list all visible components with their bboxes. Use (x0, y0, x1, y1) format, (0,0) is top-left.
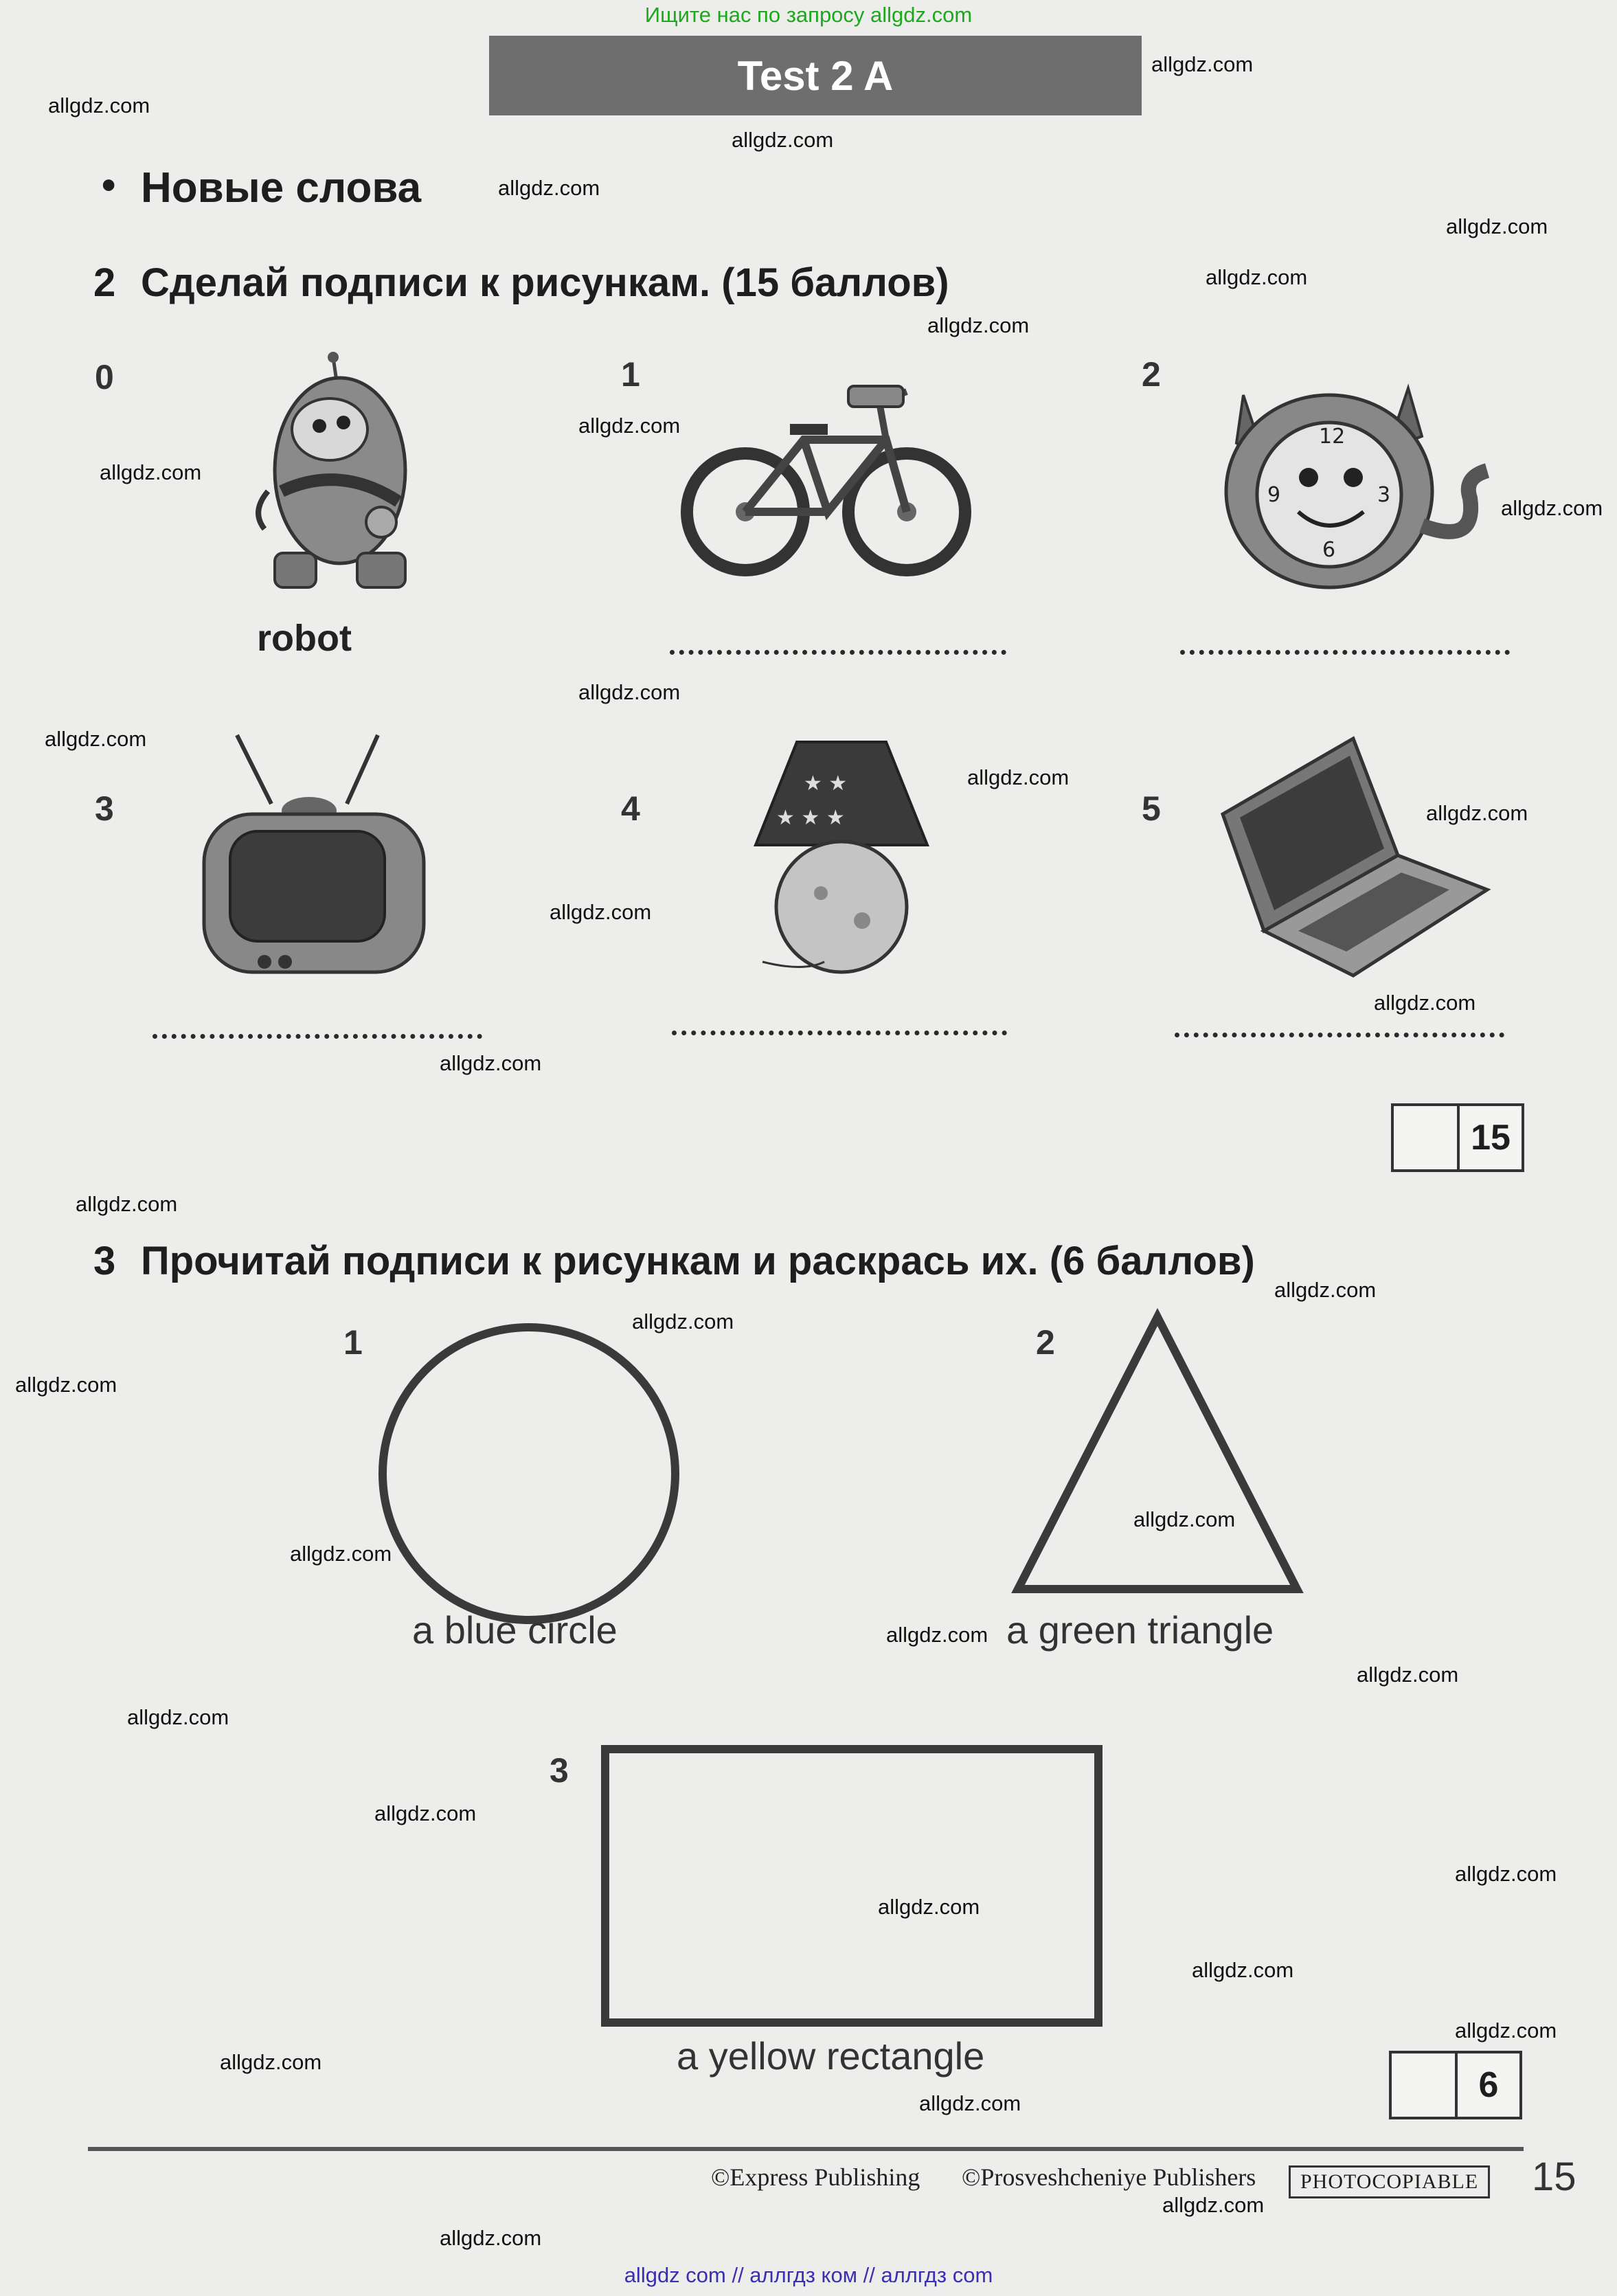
task3-number: 3 (93, 1239, 116, 1283)
svg-text:12: 12 (1319, 425, 1346, 449)
watermark: allgdz.com (1151, 52, 1254, 76)
watermark: allgdz.com (45, 727, 147, 751)
bicycle-icon (680, 378, 975, 577)
svg-text:9: 9 (1267, 483, 1281, 507)
task2-answer-line[interactable] (152, 1034, 482, 1039)
watermark: allgdz.com (374, 1801, 477, 1825)
watermark: allgdz.com (1357, 1663, 1459, 1687)
task3-item-number: 1 (343, 1323, 363, 1362)
lamp-icon (749, 735, 934, 976)
watermark: allgdz.com (878, 1895, 980, 1919)
watermark: allgdz.com (1501, 496, 1603, 520)
task2-number: 2 (93, 260, 116, 305)
task3-instruction: Прочитай подписи к рисункам и раскрась их. (6 баллов) (141, 1239, 1255, 1283)
task2-answer-line[interactable] (1175, 1033, 1504, 1037)
footer-prosv: ©Prosveshcheniye Publishers (962, 2163, 1256, 2191)
watermark: allgdz.com (578, 680, 681, 704)
watermark: allgdz.com (1206, 265, 1308, 289)
task2-instruction: Сделай подписи к рисункам. (15 баллов) (141, 260, 949, 305)
watermark: allgdz.com (578, 414, 681, 438)
tv-icon (196, 728, 429, 989)
circle-shape[interactable] (378, 1323, 680, 1625)
task2-answer-robot: robot (257, 618, 352, 659)
watermark: allgdz.com (732, 128, 834, 152)
watermark: allgdz.com (1192, 1958, 1294, 1982)
section-title: Новые слова (141, 164, 422, 212)
task3-max-score: 6 (1478, 2065, 1499, 2105)
task2-item-number: 1 (621, 355, 640, 394)
watermark: allgdz.com (1455, 2018, 1557, 2042)
watermark: allgdz.com (76, 1192, 178, 1216)
watermark: allgdz.com (1274, 1278, 1377, 1302)
watermark: allgdz.com (1374, 991, 1476, 1015)
photocopiable-badge: PHOTOCOPIABLE (1289, 2165, 1490, 2198)
watermark: allgdz.com (967, 765, 1070, 789)
svg-text:★ ★ ★: ★ ★ ★ (776, 806, 845, 830)
circle-caption: a blue circle (412, 1608, 618, 1652)
score-empty-cell[interactable] (1392, 2053, 1458, 2117)
watermark: allgdz.com (927, 313, 1030, 337)
watermark: allgdz.com (290, 1542, 392, 1566)
watermark: allgdz.com (1455, 1862, 1557, 1886)
task2-max-score: 15 (1471, 1118, 1511, 1158)
score-empty-cell[interactable] (1394, 1106, 1460, 1169)
watermark: allgdz.com (15, 1373, 117, 1397)
watermark: allgdz.com (550, 900, 652, 924)
svg-text:3: 3 (1377, 483, 1391, 507)
watermark: allgdz.com (440, 1051, 542, 1075)
watermark: allgdz.com (440, 2226, 542, 2250)
triangle-caption: a green triangle (1006, 1608, 1274, 1652)
watermark: allgdz.com (1162, 2193, 1265, 2217)
watermark: allgdz.com (1426, 801, 1528, 825)
task2-score-box[interactable] (1391, 1103, 1524, 1172)
cat-clock-icon (1216, 368, 1504, 594)
watermark: allgdz.com (220, 2050, 322, 2074)
robot-icon (240, 354, 433, 608)
triangle-shape[interactable] (1010, 1309, 1305, 1597)
task3-score-box[interactable] (1389, 2051, 1522, 2119)
footer-divider (88, 2147, 1524, 2151)
laptop-icon (1216, 732, 1491, 979)
watermark: allgdz.com (100, 460, 202, 484)
task2-item-number: 5 (1142, 789, 1161, 828)
page-number: 15 (1532, 2154, 1576, 2199)
svg-text:★ ★: ★ ★ (804, 772, 848, 796)
test-title-text: Test 2 A (737, 52, 894, 99)
task2-answer-line[interactable] (1180, 650, 1510, 655)
watermark: allgdz.com (1133, 1507, 1236, 1531)
watermark: allgdz.com (48, 93, 150, 117)
task2-item-number: 0 (95, 358, 114, 396)
task2-item-number: 2 (1142, 355, 1161, 394)
task2-answer-line[interactable] (670, 650, 1006, 655)
watermark: allgdz.com (498, 176, 600, 200)
watermark: allgdz.com (632, 1309, 734, 1333)
bullet-dot: • (102, 163, 116, 207)
top-banner[interactable]: Ищите нас по запросу allgdz.com (644, 3, 973, 27)
rectangle-caption: a yellow rectangle (677, 2034, 985, 2078)
task2-item-number: 4 (621, 789, 640, 828)
footer-express: ©Express Publishing (711, 2163, 920, 2191)
watermark: allgdz.com (919, 2091, 1021, 2115)
task2-item-number: 3 (95, 789, 114, 828)
task3-item-number: 3 (550, 1751, 569, 1790)
task3-item-number: 2 (1036, 1323, 1055, 1362)
test-title (489, 36, 1142, 115)
watermark: allgdz.com (1446, 214, 1548, 238)
watermark: allgdz.com (886, 1623, 988, 1647)
watermark: allgdz.com (127, 1705, 229, 1729)
bottom-banner[interactable]: allgdz com // аллгдз ком // аллгдз com (624, 2263, 993, 2287)
svg-text:6: 6 (1322, 538, 1336, 562)
task2-answer-line[interactable] (672, 1031, 1007, 1035)
rectangle-shape[interactable] (601, 1745, 1102, 2027)
